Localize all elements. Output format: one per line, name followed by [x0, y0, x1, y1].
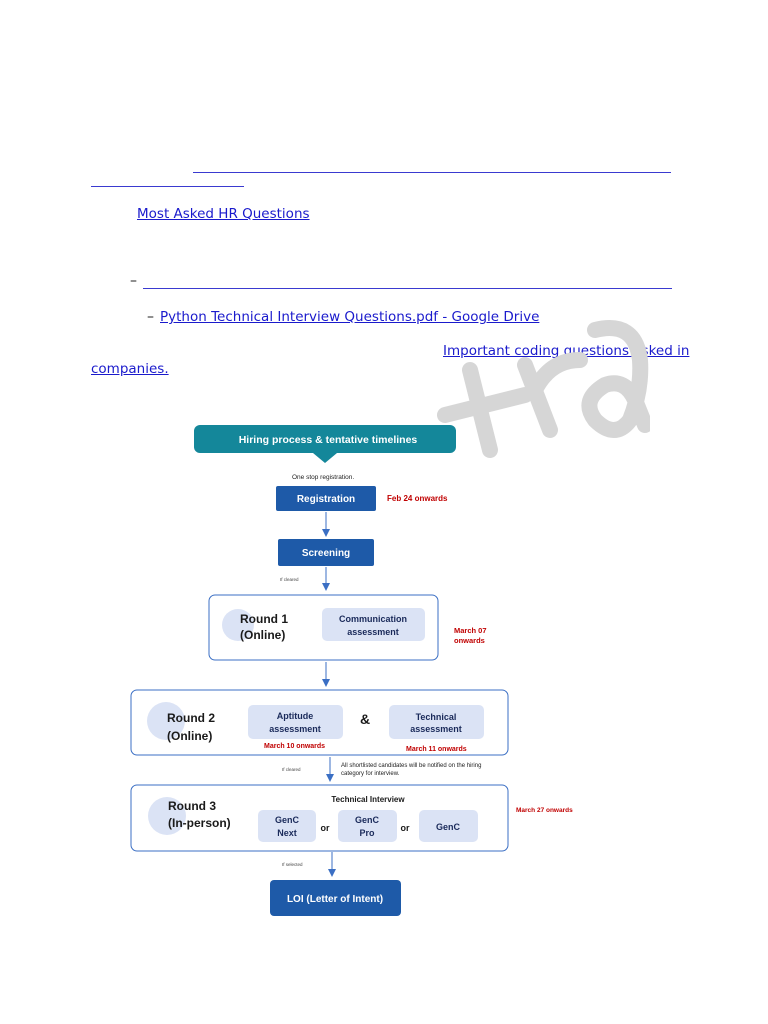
screening-label: Screening: [301, 548, 351, 559]
one-stop-note: One stop registration.: [292, 474, 355, 481]
shortlist-notice-line2: category for interview.: [341, 771, 400, 777]
if-selected-note: If selected: [282, 862, 303, 867]
flowchart-header: [194, 425, 456, 463]
aptitude-assessment-line1: Aptitude: [276, 711, 314, 721]
genc-next-line1: GenC: [274, 815, 300, 825]
dash-2: –: [147, 309, 154, 325]
round-1-title: Round 1: [240, 612, 288, 626]
round-3-panel: [131, 785, 508, 851]
genc-label: GenC: [435, 822, 461, 832]
or-2: or: [400, 823, 410, 833]
round-3-date: March 27 onwards: [516, 807, 573, 814]
registration-date: Feb 24 onwards: [387, 494, 448, 503]
technical-assessment-line1: Technical: [415, 712, 457, 722]
round-1-mode: (Online): [240, 628, 286, 642]
round-2-title: Round 2: [167, 711, 215, 725]
python-pdf-link[interactable]: Python Technical Interview Questions.pdf - Google Drive: [160, 309, 540, 325]
communication-assessment-line2: assessment: [347, 627, 399, 637]
genc-pro-line2: Pro: [359, 828, 375, 838]
loi-box: [270, 880, 401, 916]
if-cleared-note-2: If cleared: [282, 767, 301, 772]
flowchart-title: Hiring process & tentative timelines: [238, 434, 418, 446]
round-1-date-line1: March 07: [454, 626, 487, 635]
technical-assessment-line2: assessment: [410, 724, 462, 734]
shortlist-notice-line1: All shortlisted candidates will be notified on the hiring: [341, 763, 482, 769]
if-cleared-note-1: If cleared: [280, 577, 299, 582]
round-2-mode: (Online): [167, 729, 213, 743]
ampersand: &: [359, 711, 371, 727]
coding-questions-link-cont[interactable]: companies.: [91, 361, 169, 377]
or-1: or: [320, 823, 330, 833]
aptitude-assessment-line2: assessment: [269, 724, 321, 734]
genc-pro-line1: GenC: [354, 815, 380, 825]
hr-questions-link[interactable]: Most Asked HR Questions: [137, 206, 310, 222]
round-1-date-line2: onwards: [454, 636, 485, 645]
registration-box: [276, 486, 376, 511]
round-3-mode: (In-person): [168, 816, 231, 830]
genc-next-line2: Next: [277, 828, 297, 838]
dash-1: –: [130, 273, 137, 289]
technical-date: March 11 onwards: [406, 746, 467, 753]
round-2-panel: [131, 690, 508, 755]
screening-box: [278, 539, 374, 566]
round-1-panel: [209, 595, 438, 660]
coding-questions-link[interactable]: Important coding questions asked in: [443, 343, 690, 359]
technical-interview-label: Technical Interview: [331, 795, 405, 804]
round-3-title: Round 3: [168, 799, 216, 813]
communication-assessment-line1: Communication: [338, 614, 408, 624]
loi-label: LOI (Letter of Intent): [286, 894, 384, 905]
registration-label: Registration: [296, 494, 356, 505]
aptitude-date: March 10 onwards: [264, 743, 326, 750]
